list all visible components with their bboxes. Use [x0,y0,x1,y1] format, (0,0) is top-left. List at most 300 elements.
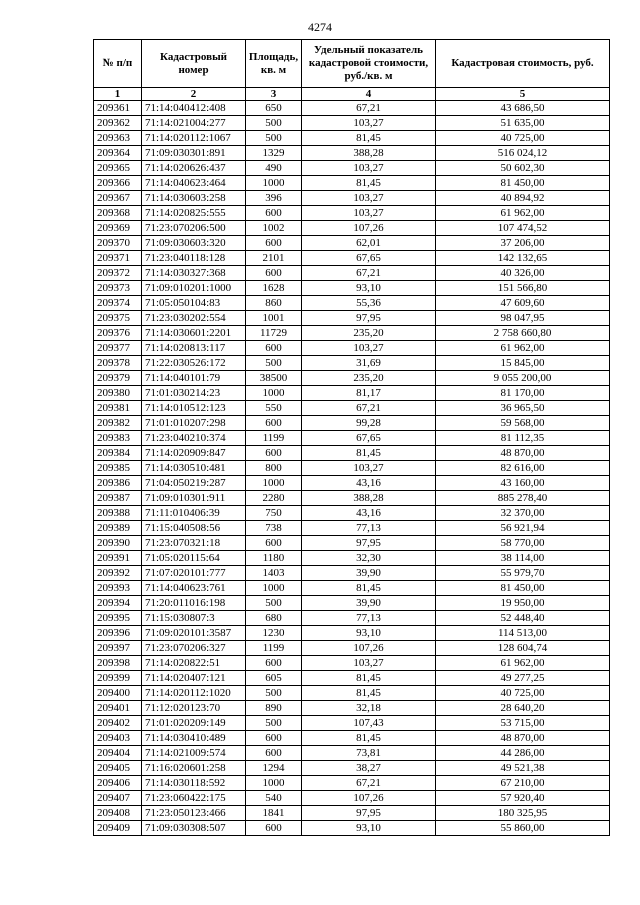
row-number: 209392 [94,566,142,581]
unit-value: 388,28 [302,146,436,161]
table-row [94,746,610,761]
row-number: 209378 [94,356,142,371]
unit-value: 55,36 [302,296,436,311]
table-row [94,416,610,431]
table-row [94,266,610,281]
cadastral-number: 71:09:010201:1000 [142,281,246,296]
area: 1403 [246,566,302,581]
table-row [94,791,610,806]
cadastral-number: 71:14:020813:117 [142,341,246,356]
table-row [94,731,610,746]
row-number: 209367 [94,191,142,206]
unit-value: 103,27 [302,341,436,356]
cadastral-number: 71:15:030807:3 [142,611,246,626]
cadastral-cost: 98 047,95 [436,311,610,326]
unit-value: 235,20 [302,326,436,341]
table-row [94,371,610,386]
table-row [94,251,610,266]
table-row [94,101,610,116]
cadastral-number: 71:15:040508:56 [142,521,246,536]
row-number: 209372 [94,266,142,281]
unit-value: 73,81 [302,746,436,761]
cadastral-number: 71:14:040623:464 [142,176,246,191]
cadastral-number: 71:09:030603:320 [142,236,246,251]
area: 550 [246,401,302,416]
unit-value: 103,27 [302,656,436,671]
header-row [94,40,610,88]
row-number: 209399 [94,671,142,686]
table-row [94,191,610,206]
cadastral-number: 71:12:020123:70 [142,701,246,716]
cadastral-number: 71:14:020112:1067 [142,131,246,146]
cadastral-cost: 44 286,00 [436,746,610,761]
table-row [94,221,610,236]
cadastral-cost: 55 979,70 [436,566,610,581]
cadastral-cost: 48 870,00 [436,446,610,461]
header-cadastral-cost: Кадастровая стоимость, руб. [436,40,610,88]
cadastral-cost: 37 206,00 [436,236,610,251]
column-number-row [94,88,610,101]
unit-value: 103,27 [302,461,436,476]
row-number: 209408 [94,806,142,821]
cadastral-number: 71:22:030526:172 [142,356,246,371]
area: 600 [246,341,302,356]
cadastral-cost: 81 450,00 [436,176,610,191]
unit-value: 43,16 [302,506,436,521]
unit-value: 32,18 [302,701,436,716]
cadastral-number: 71:14:020407:121 [142,671,246,686]
table-row [94,626,610,641]
table-row [94,701,610,716]
row-number: 209382 [94,416,142,431]
row-number: 209398 [94,656,142,671]
row-number: 209393 [94,581,142,596]
unit-value: 67,65 [302,431,436,446]
header-cadastral-number: Кадастровый номер [142,40,246,88]
cadastral-cost: 61 962,00 [436,656,610,671]
area: 800 [246,461,302,476]
table-row [94,206,610,221]
table-row [94,131,610,146]
cadastral-number: 71:23:070321:18 [142,536,246,551]
area: 600 [246,236,302,251]
row-number: 209406 [94,776,142,791]
row-number: 209381 [94,401,142,416]
unit-value: 107,26 [302,791,436,806]
row-number: 209370 [94,236,142,251]
table-row [94,461,610,476]
cadastral-cost: 38 114,00 [436,551,610,566]
cadastral-number: 71:14:030327:368 [142,266,246,281]
unit-value: 67,21 [302,266,436,281]
area: 1628 [246,281,302,296]
cadastral-number: 71:07:020101:777 [142,566,246,581]
table-row [94,716,610,731]
unit-value: 38,27 [302,761,436,776]
row-number: 209376 [94,326,142,341]
area: 750 [246,506,302,521]
cadastral-cost: 52 448,40 [436,611,610,626]
table-row [94,671,610,686]
cadastral-cost: 81 450,00 [436,581,610,596]
row-number: 209371 [94,251,142,266]
area: 540 [246,791,302,806]
unit-value: 43,16 [302,476,436,491]
cadastral-cost: 40 326,00 [436,266,610,281]
table-row [94,161,610,176]
unit-value: 107,26 [302,641,436,656]
unit-value: 62,01 [302,236,436,251]
table-row [94,446,610,461]
cadastral-number: 71:04:050219:287 [142,476,246,491]
cadastral-cost: 516 024,12 [436,146,610,161]
table-row [94,761,610,776]
row-number: 209383 [94,431,142,446]
cadastral-number: 71:14:020822:51 [142,656,246,671]
unit-value: 81,45 [302,131,436,146]
area: 1199 [246,641,302,656]
row-number: 209386 [94,476,142,491]
area: 600 [246,656,302,671]
cadastral-number: 71:14:021009:574 [142,746,246,761]
cadastral-number: 71:14:030603:258 [142,191,246,206]
unit-value: 32,30 [302,551,436,566]
area: 1294 [246,761,302,776]
cadastral-number: 71:01:010207:298 [142,416,246,431]
area: 396 [246,191,302,206]
table-row [94,311,610,326]
cadastral-cost: 47 609,60 [436,296,610,311]
table-row [94,821,610,836]
header-area: Площадь, кв. м [246,40,302,88]
cadastral-number: 71:14:021004:277 [142,116,246,131]
unit-value: 107,26 [302,221,436,236]
unit-value: 81,45 [302,671,436,686]
cadastral-cost: 55 860,00 [436,821,610,836]
cadastral-cost: 58 770,00 [436,536,610,551]
area: 680 [246,611,302,626]
table-row [94,641,610,656]
row-number: 209375 [94,311,142,326]
row-number: 209366 [94,176,142,191]
unit-value: 39,90 [302,596,436,611]
cadastral-cost: 48 870,00 [436,731,610,746]
cadastral-cost: 885 278,40 [436,491,610,506]
unit-value: 103,27 [302,116,436,131]
row-number: 209364 [94,146,142,161]
unit-value: 388,28 [302,491,436,506]
cadastral-cost: 128 604,74 [436,641,610,656]
area: 600 [246,731,302,746]
area: 1329 [246,146,302,161]
cadastral-number: 71:09:030301:891 [142,146,246,161]
area: 600 [246,536,302,551]
cadastral-cost: 61 962,00 [436,341,610,356]
cadastral-number: 71:09:010301:911 [142,491,246,506]
table-row [94,611,610,626]
area: 38500 [246,371,302,386]
cadastral-number: 71:11:010406:39 [142,506,246,521]
row-number: 209395 [94,611,142,626]
row-number: 209373 [94,281,142,296]
table-row [94,686,610,701]
row-number: 209400 [94,686,142,701]
table-row [94,806,610,821]
unit-value: 77,13 [302,611,436,626]
row-number: 209380 [94,386,142,401]
cadastral-number: 71:14:040412:408 [142,101,246,116]
area: 1000 [246,386,302,401]
column-number: 4 [302,88,436,101]
table-row [94,566,610,581]
area: 500 [246,596,302,611]
table-row [94,236,610,251]
cadastral-cost: 15 845,00 [436,356,610,371]
area: 500 [246,131,302,146]
unit-value: 67,21 [302,401,436,416]
area: 1230 [246,626,302,641]
cadastral-cost: 61 962,00 [436,206,610,221]
row-number: 209394 [94,596,142,611]
cadastral-cost: 59 568,00 [436,416,610,431]
area: 1180 [246,551,302,566]
area: 500 [246,686,302,701]
row-number: 209404 [94,746,142,761]
cadastral-number: 71:14:010512:123 [142,401,246,416]
row-number: 209385 [94,461,142,476]
cadastral-cost: 114 513,00 [436,626,610,641]
table-row [94,491,610,506]
table-row [94,176,610,191]
cadastral-number: 71:20:011016:198 [142,596,246,611]
row-number: 209402 [94,716,142,731]
area: 1000 [246,776,302,791]
unit-value: 93,10 [302,281,436,296]
cadastral-number: 71:09:030308:507 [142,821,246,836]
area: 600 [246,746,302,761]
cadastral-cost: 9 055 200,00 [436,371,610,386]
table-row [94,401,610,416]
area: 1002 [246,221,302,236]
unit-value: 93,10 [302,821,436,836]
cadastral-number: 71:05:020115:64 [142,551,246,566]
row-number: 209363 [94,131,142,146]
row-number: 209401 [94,701,142,716]
area: 11729 [246,326,302,341]
area: 605 [246,671,302,686]
table-body [94,101,610,836]
area: 738 [246,521,302,536]
cadastral-number: 71:14:020112:1020 [142,686,246,701]
table-row [94,326,610,341]
cadastral-number: 71:23:030202:554 [142,311,246,326]
row-number: 209403 [94,731,142,746]
area: 2101 [246,251,302,266]
table-row [94,116,610,131]
page-number: 4274 [308,20,332,34]
row-number: 209377 [94,341,142,356]
row-number: 209397 [94,641,142,656]
table-row [94,296,610,311]
row-number: 209374 [94,296,142,311]
cadastral-number: 71:14:030601:2201 [142,326,246,341]
area: 490 [246,161,302,176]
cadastral-cost: 107 474,52 [436,221,610,236]
cadastral-cost: 151 566,80 [436,281,610,296]
row-number: 209391 [94,551,142,566]
unit-value: 103,27 [302,161,436,176]
header-unit-value: Удельный показатель кадастровой стоимости, руб./кв. м [302,40,436,88]
cadastral-cost: 81 112,35 [436,431,610,446]
area: 600 [246,821,302,836]
row-number: 209390 [94,536,142,551]
cadastral-number: 71:01:030214:23 [142,386,246,401]
cadastral-number: 71:14:040101:79 [142,371,246,386]
row-number: 209365 [94,161,142,176]
cadastral-cost: 40 894,92 [436,191,610,206]
cadastral-number: 71:14:020626:437 [142,161,246,176]
row-number: 209368 [94,206,142,221]
table-row [94,281,610,296]
unit-value: 81,45 [302,686,436,701]
row-number: 209361 [94,101,142,116]
table-row [94,386,610,401]
table-row [94,146,610,161]
area: 890 [246,701,302,716]
area: 1000 [246,176,302,191]
unit-value: 39,90 [302,566,436,581]
area: 1199 [246,431,302,446]
cadastral-number: 71:14:030118:592 [142,776,246,791]
cadastral-cost: 67 210,00 [436,776,610,791]
area: 2280 [246,491,302,506]
table-row [94,341,610,356]
cadastral-cost: 50 602,30 [436,161,610,176]
cadastral-number: 71:14:030410:489 [142,731,246,746]
row-number: 209384 [94,446,142,461]
cadastral-table [93,39,610,836]
cadastral-number: 71:23:070206:500 [142,221,246,236]
unit-value: 93,10 [302,626,436,641]
row-number: 209407 [94,791,142,806]
column-number: 3 [246,88,302,101]
table-row [94,476,610,491]
unit-value: 77,13 [302,521,436,536]
cadastral-cost: 49 277,25 [436,671,610,686]
row-number: 209396 [94,626,142,641]
unit-value: 81,45 [302,176,436,191]
cadastral-number: 71:05:050104:83 [142,296,246,311]
row-number: 209388 [94,506,142,521]
cadastral-cost: 57 920,40 [436,791,610,806]
area: 500 [246,356,302,371]
table-row [94,356,610,371]
area: 1841 [246,806,302,821]
cadastral-cost: 142 132,65 [436,251,610,266]
area: 1000 [246,476,302,491]
row-number: 209387 [94,491,142,506]
unit-value: 103,27 [302,206,436,221]
header-number: № п/п [94,40,142,88]
area: 500 [246,116,302,131]
cadastral-number: 71:23:070206:327 [142,641,246,656]
cadastral-number: 71:01:020209:149 [142,716,246,731]
area: 1001 [246,311,302,326]
cadastral-number: 71:14:020825:555 [142,206,246,221]
cadastral-cost: 40 725,00 [436,131,610,146]
cadastral-cost: 28 640,20 [436,701,610,716]
row-number: 209405 [94,761,142,776]
row-number: 209409 [94,821,142,836]
table-row [94,776,610,791]
cadastral-cost: 32 370,00 [436,506,610,521]
row-number: 209389 [94,521,142,536]
cadastral-cost: 82 616,00 [436,461,610,476]
unit-value: 235,20 [302,371,436,386]
cadastral-cost: 51 635,00 [436,116,610,131]
unit-value: 107,43 [302,716,436,731]
cadastral-cost: 53 715,00 [436,716,610,731]
area: 650 [246,101,302,116]
cadastral-cost: 49 521,38 [436,761,610,776]
cadastral-cost: 43 686,50 [436,101,610,116]
table-row [94,656,610,671]
table-row [94,596,610,611]
table-row [94,431,610,446]
unit-value: 81,17 [302,386,436,401]
cadastral-number: 71:23:040210:374 [142,431,246,446]
cadastral-cost: 36 965,50 [436,401,610,416]
area: 1000 [246,581,302,596]
area: 600 [246,206,302,221]
cadastral-cost: 40 725,00 [436,686,610,701]
unit-value: 81,45 [302,446,436,461]
column-number: 1 [94,88,142,101]
cadastral-number: 71:14:030510:481 [142,461,246,476]
area: 600 [246,266,302,281]
row-number: 209379 [94,371,142,386]
table-row [94,521,610,536]
cadastral-cost: 180 325,95 [436,806,610,821]
table-row [94,581,610,596]
cadastral-cost: 81 170,00 [436,386,610,401]
cadastral-cost: 19 950,00 [436,596,610,611]
area: 600 [246,446,302,461]
unit-value: 67,65 [302,251,436,266]
unit-value: 31,69 [302,356,436,371]
unit-value: 97,95 [302,311,436,326]
cadastral-number: 71:14:040623:761 [142,581,246,596]
unit-value: 67,21 [302,101,436,116]
cadastral-number: 71:14:020909:847 [142,446,246,461]
cadastral-cost: 2 758 660,80 [436,326,610,341]
area: 600 [246,416,302,431]
cadastral-number: 71:23:040118:128 [142,251,246,266]
area: 500 [246,716,302,731]
cadastral-cost: 43 160,00 [436,476,610,491]
cadastral-cost: 56 921,94 [436,521,610,536]
table-row [94,551,610,566]
cadastral-number: 71:16:020601:258 [142,761,246,776]
unit-value: 97,95 [302,536,436,551]
unit-value: 81,45 [302,581,436,596]
cadastral-number: 71:23:050123:466 [142,806,246,821]
column-number: 5 [436,88,610,101]
unit-value: 81,45 [302,731,436,746]
unit-value: 67,21 [302,776,436,791]
cadastral-number: 71:23:060422:175 [142,791,246,806]
table-row [94,506,610,521]
